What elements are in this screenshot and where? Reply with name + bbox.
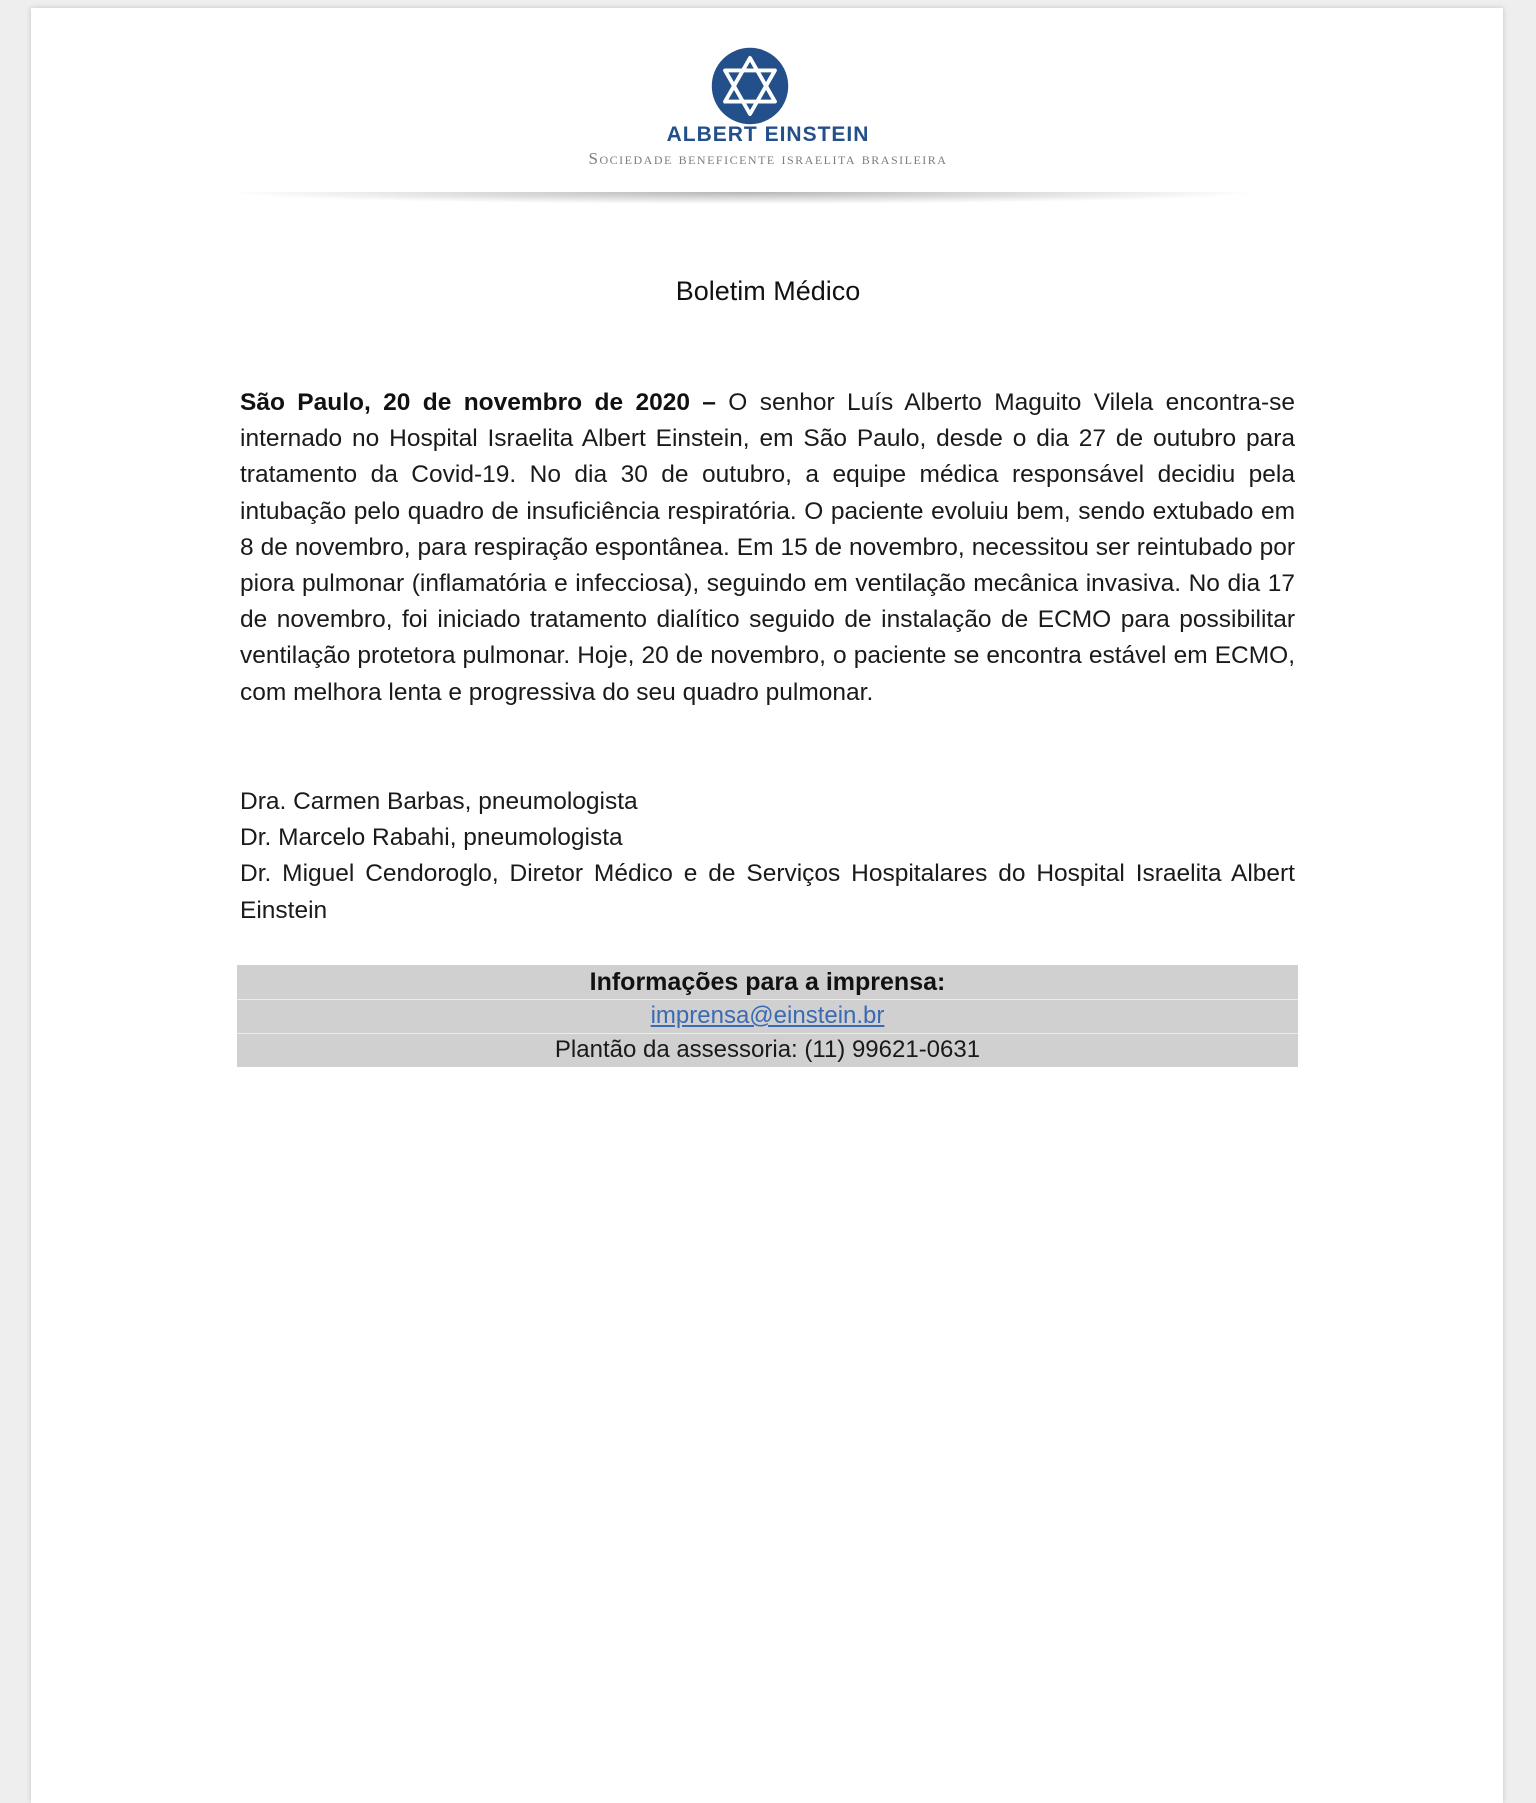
signature-line: Dr. Miguel Cendoroglo, Diretor Médico e de Serviços Hospitalares do Hospital Israelita Albert Einstein: [240, 860, 1295, 924]
press-heading: Informações para a imprensa:: [589, 968, 946, 996]
bulletin-text: O senhor Luís Alberto Maguito Vilela encontra-se internado no Hospital Israelita Albert Einstein, em São Paulo, desde o dia 27 de outubro para tratamento da Covid-19. No dia 30 de outubro, a equipe médica responsável decidiu pela intubação pelo quadro de insuficiência respiratória. O paciente evoluiu bem, sendo extubado em 8 de novembro, para respiração espontânea. Em 15 de novembro, necessitou ser reintubado por piora pulmonar (inflamatória e infecciosa), seguindo em ventilação mecânica invasiva. No dia 17 de novembro, foi iniciado tratamento dialítico seguido de instalação de ECMO para possibilitar ventilação protetora pulmonar. Hoje, 20 de novembro, o paciente se encontra estável em ECMO, com melhora lenta e progressiva do seu quadro pulmonar.: [240, 389, 1295, 706]
signature-block: [240, 784, 1295, 929]
signature-line: Dra. Carmen Barbas, pneumologista: [240, 788, 638, 815]
press-email-link[interactable]: imprensa@einstein.br: [650, 1002, 885, 1029]
press-phone: Plantão da assessoria: (11) 99621-0631: [554, 1036, 981, 1063]
dateline: São Paulo, 20 de novembro de 2020 –: [240, 389, 716, 416]
divider: [237, 1033, 1298, 1034]
document-title: Boletim Médico: [675, 276, 861, 306]
press-info-box: [237, 965, 1298, 1067]
brand-subtitle: Sociedade beneficente israelita brasileira: [588, 149, 948, 168]
star-of-david-icon: [711, 47, 789, 125]
header-divider: [225, 192, 1260, 232]
divider: [237, 999, 1298, 1000]
signature-line: Dr. Marcelo Rabahi, pneumologista: [240, 824, 623, 852]
bulletin-paragraph: [240, 385, 1295, 711]
brand-name: ALBERT EINSTEIN: [666, 123, 870, 146]
